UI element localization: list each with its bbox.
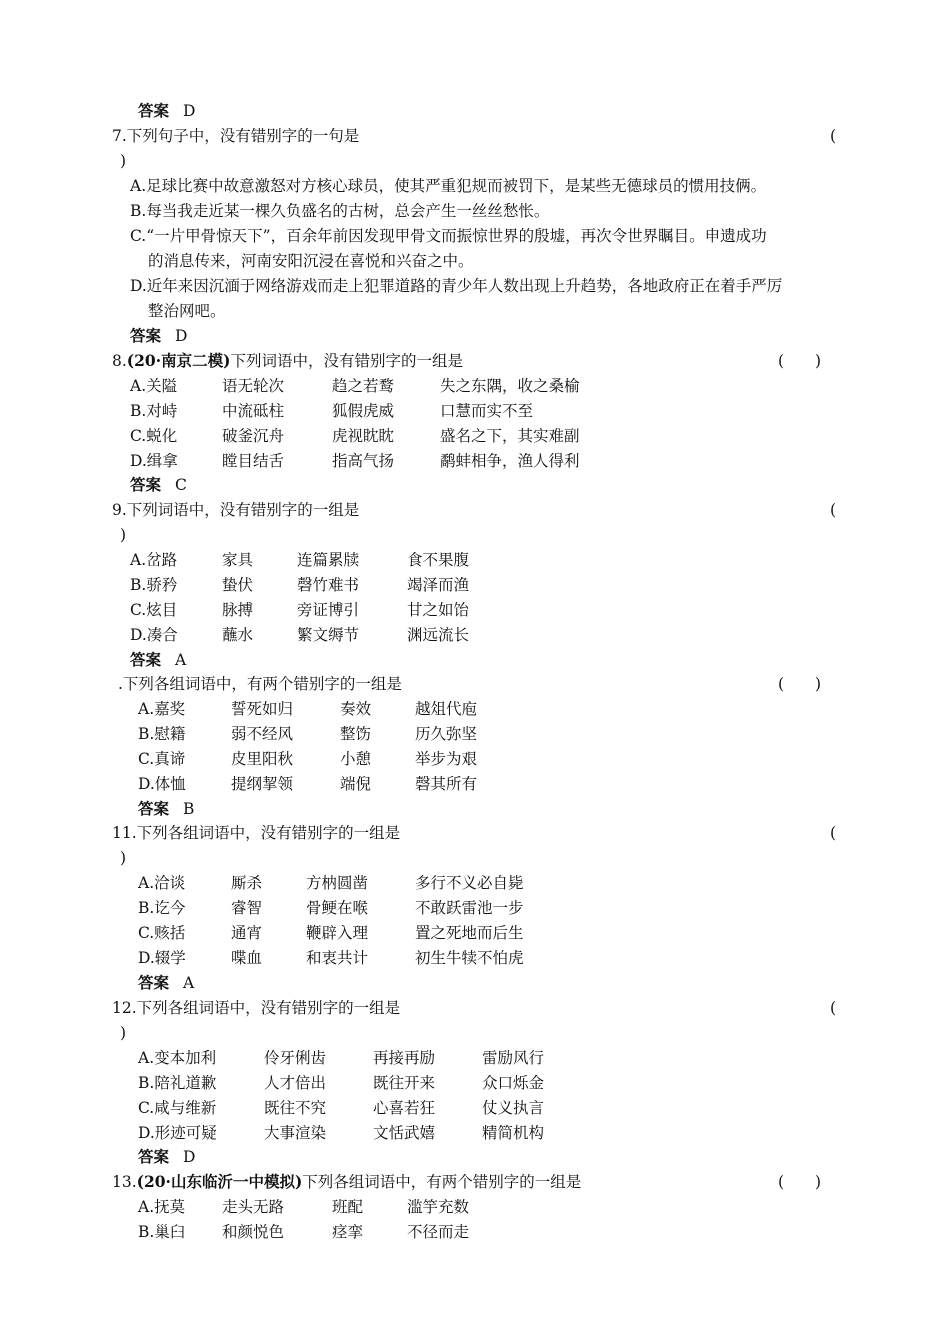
answer-label: 答案 [138,799,170,818]
answer-label: 答案 [138,973,170,992]
option-cell: 方枘圆凿 [306,874,369,892]
option-cell: 仗义执言 [482,1099,545,1117]
option-cell: 初生牛犊不怕虎 [415,949,524,967]
option-cell: C.蜕化 [130,427,178,445]
answer-value: D [183,1148,196,1166]
question-text: 下列各组词语中，有两个错别字的一组是 [302,1173,582,1191]
option-cell: A.变本加利 [138,1049,217,1067]
option-cell: 鞭辟入理 [306,924,369,942]
option-cell: 举步为艰 [415,750,478,768]
option-cell: 连篇累牍 [297,551,360,569]
option-cell: 蛰伏 [222,576,254,594]
option-cell: B.讫今 [138,899,186,917]
option-cell: 置之死地而后生 [415,924,524,942]
answer-value: D [183,102,196,120]
option-cell: 失之东隅，收之桑榆 [440,377,580,395]
option-cell: 鹬蚌相争，渔人得利 [440,452,580,470]
option-cell: 心喜若狂 [373,1099,436,1117]
option-cell: 厮杀 [231,874,263,892]
option-cell: 和衷共计 [306,949,369,967]
answer-paren-open: ( [830,501,837,519]
option-cell: 奏效 [340,700,372,718]
option-cell: 不敢跃雷池一步 [415,899,524,917]
answer-label: 答案 [130,326,162,345]
option-cell: C.真谛 [138,750,186,768]
option-cell: A.洽谈 [138,874,186,892]
answer-line [138,1146,195,1168]
option-cell: 人才倍出 [264,1074,327,1092]
answer-label: 答案 [130,475,162,494]
answer-paren-open: ( [830,127,837,145]
answer-value: A [175,651,187,669]
option-cell: 众口烁金 [482,1074,545,1092]
option-cell: 磬竹难书 [297,576,360,594]
option-cell: 中流砥柱 [222,402,285,420]
answer-line [130,325,187,347]
answer-paren: ( ) [778,352,822,370]
option-cell: 滥竽充数 [407,1198,470,1216]
option-cell: 竭泽而渔 [407,576,470,594]
option-cell: 瞠目结舌 [222,452,285,470]
option-cell: 蘸水 [222,626,254,644]
answer-paren-open: ( [830,999,837,1017]
option-cell: A.抚莫 [138,1198,186,1216]
option-cell: 痉挛 [332,1223,364,1241]
option-cell: B.骄矜 [130,576,178,594]
answer-value: B [183,800,195,818]
option-cell: B.巢臼 [138,1223,186,1241]
question-number: 8. [112,352,127,370]
option-cell: 通宵 [231,924,263,942]
option-cell: 食不果腹 [407,551,470,569]
option-cell: 多行不义必自毙 [415,874,524,892]
question-stem: .下列各组词语中，有两个错别字的一组是 [118,675,402,693]
answer-paren-close: ) [120,849,127,867]
option-cell: 盛名之下，其实难副 [440,427,580,445]
option-cell: D.辍学 [138,949,186,967]
answer-paren: ( ) [778,675,822,693]
answer-paren-close: ) [120,526,127,544]
option-cell: 越俎代庖 [415,700,478,718]
option-cell: 小憩 [340,750,372,768]
answer-label: 答案 [138,101,170,120]
option-cell: 喋血 [231,949,263,967]
option-cell: A.关隘 [130,377,178,395]
option-line: A.足球比赛中故意激怒对方核心球员，使其严重犯规而被罚下，是某些无德球员的惯用技俩。 [130,177,767,195]
option-cell: 文恬武嬉 [373,1124,436,1142]
option-cell: A.岔路 [130,551,178,569]
option-cell: 虎视眈眈 [332,427,395,445]
option-cell: 指高气扬 [332,452,395,470]
question-stem: 9.下列词语中，没有错别字的一组是 [112,501,360,519]
option-cell: D.形迹可疑 [138,1124,217,1142]
option-cell: 狐假虎威 [332,402,395,420]
question-source: (20·山东临沂一中模拟) [136,1172,303,1191]
option-cell: A.嘉奖 [138,700,186,718]
option-cell: 旁证博引 [297,601,360,619]
option-line: 的消息传来，河南安阳沉浸在喜悦和兴奋之中。 [148,252,474,270]
option-cell: 端倪 [340,775,372,793]
option-cell: 班配 [332,1198,364,1216]
option-cell: 提纲挈领 [231,775,294,793]
option-cell: 整饬 [340,725,372,743]
option-cell: D.体恤 [138,775,186,793]
question-stem: 12.下列各组词语中，没有错别字的一组是 [112,999,401,1017]
option-cell: C.咸与维新 [138,1099,217,1117]
option-cell: 弱不经风 [231,725,294,743]
answer-paren: ( ) [778,1173,822,1191]
answer-line [138,100,195,122]
option-cell: 雷励风行 [482,1049,545,1067]
option-cell: B.对峙 [130,402,178,420]
option-cell: 伶牙俐齿 [264,1049,327,1067]
option-line: D.近年来因沉湎于网络游戏而走上犯罪道路的青少年人数出现上升趋势，各地政府正在着手严厉 [130,277,783,295]
option-cell: 既往不究 [264,1099,327,1117]
answer-line [130,474,187,496]
answer-label: 答案 [130,650,162,669]
answer-value: C [175,476,187,494]
answer-paren-close: ) [120,152,127,170]
question-number: 13. [112,1173,137,1191]
option-cell: C.炫目 [130,601,178,619]
option-cell: 和颜悦色 [222,1223,285,1241]
option-cell: 脉搏 [222,601,254,619]
option-cell: D.缉拿 [130,452,178,470]
option-cell: 皮里阳秋 [231,750,294,768]
question-stem: 7.下列句子中，没有错别字的一句是 [112,127,360,145]
option-cell: 语无轮次 [222,377,285,395]
option-cell: C.赅括 [138,924,186,942]
option-cell: 精简机构 [482,1124,545,1142]
option-cell: 破釜沉舟 [222,427,285,445]
answer-paren-close: ) [120,1024,127,1042]
answer-value: A [183,974,195,992]
option-cell: 历久弥坚 [415,725,478,743]
option-cell: D.凑合 [130,626,178,644]
option-cell: 繁文缛节 [297,626,360,644]
option-cell: 口慧而实不至 [440,402,534,420]
question-stem [112,350,463,372]
answer-line [138,798,194,820]
answer-line [130,649,186,671]
option-cell: 大事渲染 [264,1124,327,1142]
question-stem [112,1171,581,1193]
option-cell: 睿智 [231,899,263,917]
option-line: 整治网吧。 [148,302,226,320]
answer-label: 答案 [138,1147,170,1166]
option-cell: 磬其所有 [415,775,478,793]
option-cell: 骨鲠在喉 [306,899,369,917]
option-cell: B.慰籍 [138,725,186,743]
question-text: 下列词语中，没有错别字的一组是 [230,352,463,370]
option-line: C.“一片甲骨惊天下”，百余年前因发现甲骨文而振惊世界的殷墟，再次令世界瞩目。申遗成功 [130,227,767,245]
answer-value: D [175,327,188,345]
question-stem: 11.下列各组词语中，没有错别字的一组是 [112,824,401,842]
answer-paren-open: ( [830,824,837,842]
option-cell: 既往开来 [373,1074,436,1092]
option-cell: 甘之如饴 [407,601,470,619]
option-cell: B.陪礼道歉 [138,1074,217,1092]
question-source: (20·南京二模) [126,351,231,370]
option-cell: 渊远流长 [407,626,470,644]
option-cell: 再接再励 [373,1049,436,1067]
option-cell: 走头无路 [222,1198,285,1216]
option-cell: 家具 [222,551,254,569]
option-cell: 誓死如归 [231,700,294,718]
option-cell: 不径而走 [407,1223,470,1241]
answer-line [138,972,194,994]
option-line: B.每当我走近某一棵久负盛名的古树，总会产生一丝丝愁怅。 [130,202,550,220]
option-cell: 趋之若鹜 [332,377,395,395]
